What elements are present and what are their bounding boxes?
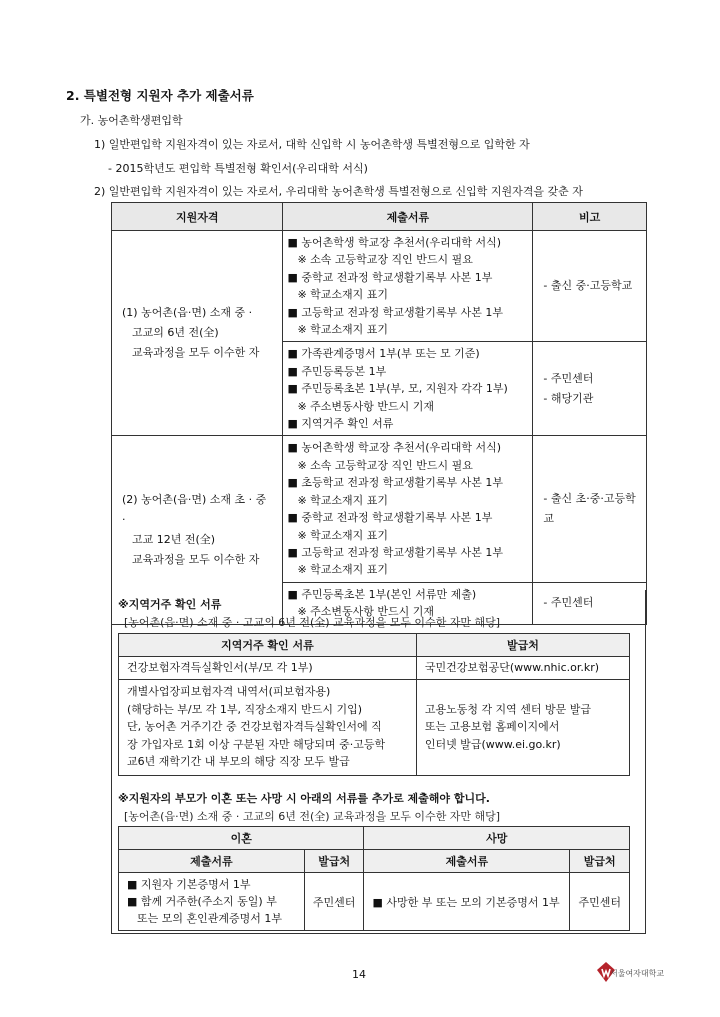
- remark: - 출신 초·중·고등학교: [533, 436, 647, 582]
- remark: - 출신 중·고등학교: [533, 231, 647, 342]
- documents-list: ■ 주민등록초본 1부(본인 서류만 제출) ※ 주소변동사항 반드시 기재: [283, 582, 533, 624]
- documents-list: ■ 농어촌학생 학교장 추천서(우리대학 서식) ※ 소속 고등학교장 직인 반드시 필요 ■ 초등학교 전과정 학교생활기록부 사본 1부 ※ 학교소재지 표기 ■ 중학교 전과정 학교생활기록부 사본 1부 ※ 학교소재지 표기 ■ 고등학교 전과정 학교생활기록부 사본 1부 ※ 학교소재지 표기: [283, 436, 533, 582]
- eligibility-item-1: 1) 일반편입학 지원자격이 있는 자로서, 대학 신입학 시 농어촌학생 특별전형으로 입학한 자: [94, 138, 530, 151]
- qualification-1: (1) 농어촌(읍·면) 소재 중 · 고교의 6년 전(全) 교육과정을 모두 이수한 자: [112, 231, 283, 436]
- col-header-documents: 제출서류: [119, 850, 305, 873]
- qualification-2: (2) 농어촌(읍·면) 소재 초 · 중 · 고교 12년 전(全) 교육과정을 모두 이수한 자: [112, 436, 283, 624]
- divorce-docs: ■ 지원자 기본증명서 1부 ■ 함께 거주한(주소지 동일) 부 또는 모의 혼인관계증명서 1부: [119, 873, 305, 931]
- university-logo: [588, 961, 665, 987]
- logo-text: 서울여자대학교: [610, 969, 665, 978]
- region-subtitle: [농어촌(읍·면) 소재 중 · 고교의 6년 전(全) 교육과정을 모두 이수한 자만 해당]: [124, 616, 501, 629]
- documents-list: ■ 가족관계증명서 1부(부 또는 모 기준) ■ 주민등록등본 1부 ■ 주민등록초본 1부(부, 모, 지원자 각각 1부) ※ 주소변동사항 반드시 기재 ■ 지역거주 확인 서류: [283, 342, 533, 436]
- documents-list: ■ 농어촌학생 학교장 추천서(우리대학 서식) ※ 소속 고등학교장 직인 반드시 필요 ■ 중학교 전과정 학교생활기록부 사본 1부 ※ 학교소재지 표기 ■ 고등학교 전과정 학교생활기록부 사본 1부 ※ 학교소재지 표기: [283, 231, 533, 342]
- death-issuer: 주민센터: [570, 873, 630, 931]
- parents-table: [118, 826, 630, 931]
- region-issuer-1: 국민건강보험공단(www.nhic.or.kr): [416, 657, 629, 680]
- group-header-divorce: 이혼: [119, 827, 364, 850]
- col-header-qualification: 지원자격: [112, 203, 283, 231]
- col-header-remarks: 비고: [533, 203, 647, 231]
- col-header-issuer: 발급처: [570, 850, 630, 873]
- remark: - 주민센터: [533, 582, 647, 624]
- parents-subtitle: [농어촌(읍·면) 소재 중 · 고교의 6년 전(全) 교육과정을 모두 이수한 자만 해당]: [124, 810, 501, 823]
- eligibility-item-2: 2) 일반편입학 지원자격이 있는 자로서, 우리대학 농어촌학생 특별전형으로 신입학 지원자격을 갖춘 자: [94, 185, 583, 198]
- subsection-title: 가. 농어촌학생편입학: [80, 114, 183, 127]
- region-issuer-2: 고용노동청 각 지역 센터 방문 발급 또는 고용보험 홈페이지에서 인터넷 발급(www.ei.go.kr): [416, 679, 629, 775]
- col-header-documents: 제출서류: [283, 203, 533, 231]
- region-doc-2: 개별사업장피보험자격 내역서(피보험자용) (해당하는 부/모 각 1부, 직장소재지 반드시 기입) 단, 농어촌 거주기간 중 건강보험자격득실확인서에 직 장 가입자로 1회 이상 구분된 자만 해당되며 중·고등학 교6년 재학기간 내 부모의 해당 직장 모두 발급: [119, 679, 417, 775]
- eligibility-item-1-note: - 2015학년도 편입학 특별전형 확인서(우리대학 서식): [108, 162, 368, 175]
- documents-table: [111, 202, 647, 625]
- death-docs: ■ 사망한 부 또는 모의 기본증명서 1부: [364, 873, 570, 931]
- col-header-issuer: 발급처: [416, 634, 629, 657]
- region-title: ※지역거주 확인 서류: [118, 598, 222, 611]
- col-header-documents: 제출서류: [364, 850, 570, 873]
- parents-title: ※지원자의 부모가 이혼 또는 사망 시 아래의 서류를 추가로 제출해야 합니다.: [118, 792, 490, 805]
- section-heading: 2. 특별전형 지원자 추가 제출서류: [66, 88, 254, 103]
- divorce-issuer: 주민센터: [304, 873, 364, 931]
- col-header-issuer: 발급처: [304, 850, 364, 873]
- region-table: [118, 633, 630, 776]
- region-doc-1: 건강보험자격득실확인서(부/모 각 1부): [119, 657, 417, 680]
- page-number: 14: [352, 968, 366, 981]
- group-header-death: 사망: [364, 827, 630, 850]
- remark: - 주민센터 - 해당기관: [533, 342, 647, 436]
- col-header-document: 지역거주 확인 서류: [119, 634, 417, 657]
